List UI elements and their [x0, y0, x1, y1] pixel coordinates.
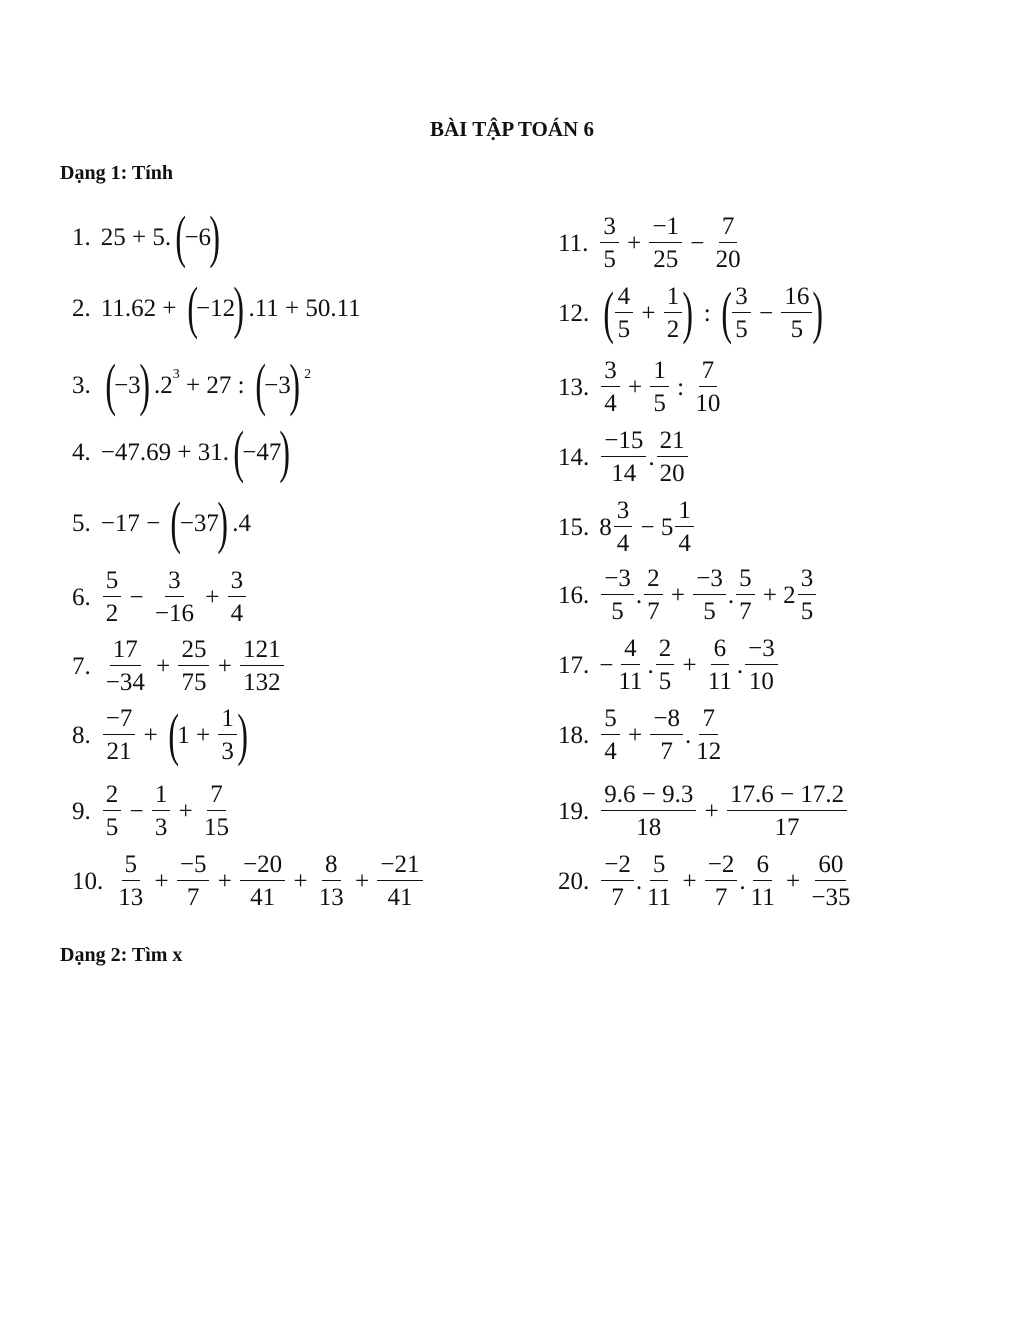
denominator: 25 — [653, 246, 679, 273]
expr-text: −17 − — [100, 509, 167, 537]
problem-expression — [101, 701, 252, 767]
numerator: 7 — [719, 214, 738, 243]
expr-text: + — [676, 651, 703, 679]
problem-number: 19. — [558, 797, 590, 825]
denominator: 7 — [647, 598, 660, 625]
fraction — [656, 636, 675, 694]
fraction — [177, 852, 210, 910]
numerator: −1 — [649, 214, 682, 243]
problem-number: 6. — [72, 583, 91, 611]
numerator: 3 — [228, 568, 247, 597]
numerator: 25 — [178, 637, 209, 666]
denominator: 10 — [748, 668, 774, 695]
expr-text: + — [211, 867, 239, 895]
left-paren: ( — [170, 490, 182, 555]
fraction — [103, 782, 122, 840]
problem-expression — [113, 852, 424, 910]
right-paren: ) — [139, 352, 150, 417]
denominator: 11 — [750, 884, 775, 911]
problem-number: 8. — [72, 721, 91, 749]
denominator: 12 — [696, 738, 722, 765]
fraction — [152, 782, 171, 840]
numerator: 8 — [322, 852, 341, 881]
left-paren: ( — [168, 701, 179, 767]
numerator: 17.6 − 17.2 — [727, 782, 847, 811]
expr-text: + — [149, 652, 177, 680]
left-paren: ( — [233, 419, 244, 484]
expr-text: + — [620, 229, 648, 257]
expr-text: : — [670, 373, 691, 401]
fraction — [732, 284, 751, 342]
numerator: −3 — [693, 566, 726, 595]
fraction — [649, 214, 682, 272]
problem-expression — [599, 428, 689, 486]
problem-expression — [599, 279, 827, 345]
expr-text: −47 — [242, 438, 282, 466]
fraction — [152, 568, 197, 626]
numerator: 5 — [122, 852, 141, 881]
fraction — [748, 852, 778, 910]
expr-text: + — [211, 652, 239, 680]
fraction — [693, 706, 724, 764]
problem-12 — [558, 279, 828, 345]
numerator: 6 — [711, 636, 730, 665]
denominator: 7 — [714, 884, 728, 911]
problem-13 — [558, 358, 725, 416]
problem-number: 4. — [72, 438, 91, 466]
problem-expression — [599, 706, 726, 764]
fraction — [644, 852, 674, 910]
denominator: 7 — [660, 738, 673, 765]
denominator: 11 — [647, 884, 672, 911]
fraction — [601, 852, 634, 910]
expr-text: 1 + — [177, 721, 217, 749]
fraction — [705, 852, 738, 910]
denominator: 7 — [611, 884, 624, 911]
problem-19 — [558, 782, 849, 840]
fraction — [675, 498, 694, 556]
denominator: 10 — [695, 390, 721, 417]
problem-number: 10. — [72, 867, 104, 895]
numerator: −2 — [705, 852, 738, 881]
fraction — [614, 498, 633, 556]
numerator: 3 — [601, 358, 620, 387]
expr-text: + 2 — [756, 581, 796, 609]
fraction — [103, 637, 148, 695]
problem-14 — [558, 428, 690, 486]
denominator: 5 — [735, 316, 748, 343]
problem-expression — [101, 782, 234, 840]
expr-text: + — [198, 583, 226, 611]
denominator: 5 — [653, 390, 666, 417]
expr-text: − — [599, 651, 614, 679]
fraction — [615, 636, 645, 694]
numerator: 2 — [103, 782, 122, 811]
denominator: 5 — [658, 668, 672, 695]
right-paren: ) — [812, 279, 824, 345]
expr-text: .11 + 50.11 — [248, 294, 361, 322]
denominator: 20 — [659, 460, 685, 487]
numerator: −2 — [601, 852, 634, 881]
denominator: 4 — [230, 600, 244, 627]
problem-expression — [599, 498, 696, 556]
problem-8 — [72, 701, 252, 767]
numerator: 1 — [152, 782, 171, 811]
left-paren: ( — [255, 352, 266, 417]
problem-11 — [558, 214, 746, 272]
denominator: 18 — [636, 814, 662, 841]
problem-number: 2. — [72, 294, 91, 322]
denominator: 41 — [250, 884, 276, 911]
expr-text: 25 + 5. — [100, 223, 172, 251]
problem-expression — [100, 204, 225, 269]
problem-number: 7. — [72, 652, 91, 680]
fraction — [240, 637, 284, 695]
fraction — [115, 852, 146, 910]
fraction — [781, 284, 812, 342]
fraction — [228, 568, 247, 626]
problem-number: 3. — [72, 371, 91, 399]
fraction — [650, 706, 683, 764]
problem-expression — [599, 852, 855, 910]
fraction — [316, 852, 347, 910]
fraction — [615, 284, 634, 342]
problem-number: 13. — [558, 373, 590, 401]
denominator: 4 — [616, 530, 630, 557]
fraction — [693, 566, 726, 624]
expr-text: −37 — [179, 509, 219, 537]
expr-text: + — [172, 797, 199, 825]
problem-number: 18. — [558, 721, 590, 749]
problem-number: 12. — [558, 299, 590, 327]
numerator: 5 — [601, 706, 620, 735]
denominator: 4 — [678, 530, 691, 557]
problem-2 — [72, 275, 361, 340]
problem-number: 15. — [558, 513, 590, 541]
expr-text: − 5 — [634, 513, 674, 541]
exponent: 2 — [304, 367, 312, 383]
numerator: 17 — [110, 637, 141, 666]
numerator: −3 — [745, 636, 778, 665]
problem-5 — [72, 490, 251, 555]
problem-18 — [558, 706, 726, 764]
numerator: 7 — [699, 358, 718, 387]
expr-text: + — [348, 867, 376, 895]
expr-text: − — [684, 229, 711, 257]
left-paren: ( — [175, 204, 187, 269]
expr-text: + — [676, 867, 703, 895]
problem-expression — [599, 358, 725, 416]
denominator: −16 — [154, 600, 194, 627]
expr-text: + 27 : — [179, 371, 251, 399]
numerator: −8 — [650, 706, 683, 735]
expr-text: − — [123, 797, 150, 825]
problem-6 — [72, 568, 248, 626]
problem-expression — [100, 490, 251, 555]
fraction — [178, 637, 209, 695]
numerator: −5 — [177, 852, 210, 881]
denominator: 11 — [618, 668, 643, 695]
expr-text: .4 — [232, 509, 251, 537]
exponent: 3 — [172, 367, 180, 383]
numerator: 4 — [615, 284, 634, 313]
problem-16 — [558, 566, 818, 624]
problem-expression — [101, 352, 312, 417]
right-paren: ) — [682, 279, 694, 345]
numerator: 1 — [218, 706, 237, 735]
right-paren: ) — [237, 701, 248, 767]
problem-17 — [558, 636, 780, 694]
fraction — [240, 852, 285, 910]
problem-10 — [72, 852, 425, 910]
numerator: 3 — [600, 214, 619, 243]
fraction — [218, 706, 237, 764]
problem-expression — [101, 637, 286, 695]
numerator: 6 — [753, 852, 772, 881]
denominator: 4 — [604, 390, 617, 417]
numerator: −3 — [601, 566, 634, 595]
denominator: 5 — [105, 814, 119, 841]
numerator: 7 — [699, 706, 718, 735]
section-heading-1: Dạng 1: Tính — [60, 162, 174, 184]
expr-text: + — [287, 867, 314, 895]
fraction — [601, 566, 634, 624]
problem-3 — [72, 352, 312, 417]
fraction — [713, 214, 744, 272]
problem-number: 17. — [558, 651, 590, 679]
right-paren: ) — [279, 419, 291, 484]
numerator: 4 — [621, 636, 640, 665]
denominator: 5 — [703, 598, 716, 625]
problem-number: 11. — [558, 229, 589, 257]
denominator: 13 — [318, 884, 344, 911]
numerator: 5 — [650, 852, 669, 881]
numerator: 7 — [207, 782, 226, 811]
left-paren: ( — [105, 352, 116, 417]
fraction — [705, 636, 735, 694]
right-paren: ) — [289, 352, 300, 417]
problem-expression — [598, 214, 745, 272]
denominator: 5 — [617, 316, 631, 343]
expr-text: . — [647, 651, 654, 679]
expr-text: + — [621, 721, 649, 749]
problem-4 — [72, 419, 295, 484]
numerator: −7 — [103, 706, 136, 735]
denominator: 4 — [604, 738, 617, 765]
expr-text: + — [698, 797, 725, 825]
problem-number: 5. — [72, 509, 91, 537]
expr-text: 8 — [599, 513, 612, 541]
problem-expression — [599, 782, 849, 840]
problem-number: 16. — [558, 581, 590, 609]
fraction — [727, 782, 847, 840]
problem-expression — [100, 419, 295, 484]
problem-15 — [558, 498, 696, 556]
left-paren: ( — [603, 279, 615, 345]
problem-20 — [558, 852, 855, 910]
fraction — [601, 358, 620, 416]
expr-text: . — [635, 581, 643, 609]
expr-text: .2 — [154, 371, 173, 399]
numerator: 60 — [815, 852, 846, 881]
expr-text: + — [635, 299, 662, 327]
denominator: 15 — [203, 814, 229, 841]
expr-text: . — [635, 867, 643, 895]
fraction — [377, 852, 422, 910]
expr-text: . — [648, 443, 655, 471]
expr-text: + — [779, 867, 807, 895]
fraction — [600, 214, 619, 272]
fraction — [808, 852, 853, 910]
problem-number: 1. — [72, 223, 91, 251]
problem-1 — [72, 204, 224, 269]
expr-text: . — [684, 721, 692, 749]
section-heading-2: Dạng 2: Tìm x — [60, 944, 183, 966]
numerator: 2 — [644, 566, 663, 595]
numerator: 3 — [798, 566, 817, 595]
fraction — [664, 284, 683, 342]
numerator: 1 — [664, 284, 683, 313]
problem-expression — [599, 636, 779, 694]
numerator: 1 — [650, 358, 669, 387]
numerator: 1 — [675, 498, 694, 527]
denominator: 5 — [603, 246, 616, 273]
numerator: 9.6 − 9.3 — [601, 782, 696, 811]
fraction — [657, 428, 688, 486]
fraction — [601, 428, 646, 486]
fraction — [650, 358, 669, 416]
page-title: BÀI TẬP TOÁN 6 — [430, 117, 594, 141]
problem-7 — [72, 637, 286, 695]
problem-9 — [72, 782, 234, 840]
expr-text: −3 — [114, 371, 141, 399]
expr-text: −3 — [264, 371, 291, 399]
fraction — [103, 706, 136, 764]
expr-text: − — [752, 299, 780, 327]
fraction — [736, 566, 755, 624]
fraction — [692, 358, 723, 416]
left-paren: ( — [721, 279, 732, 345]
right-paren: ) — [217, 490, 228, 555]
denominator: 21 — [106, 738, 132, 765]
denominator: 7 — [186, 884, 200, 911]
problem-expression — [599, 566, 818, 624]
expr-text: 11.62 + — [100, 294, 183, 322]
denominator: 14 — [611, 460, 637, 487]
denominator: 5 — [611, 598, 624, 625]
expr-text: −6 — [184, 223, 212, 251]
expr-text: + — [664, 581, 692, 609]
right-paren: ) — [209, 204, 221, 269]
problem-expression — [100, 275, 361, 340]
fraction — [601, 706, 620, 764]
problem-number: 9. — [72, 797, 91, 825]
fraction — [601, 782, 696, 840]
denominator: 20 — [715, 246, 741, 273]
denominator: 2 — [105, 600, 119, 627]
expr-text: . — [727, 581, 735, 609]
denominator: 13 — [118, 884, 144, 911]
denominator: 41 — [387, 884, 413, 911]
numerator: −15 — [601, 428, 646, 457]
denominator: 5 — [790, 316, 804, 343]
denominator: 7 — [739, 598, 752, 625]
numerator: 3 — [165, 568, 184, 597]
fraction — [798, 566, 817, 624]
denominator: 11 — [707, 668, 732, 695]
expr-text: . — [739, 867, 746, 895]
expr-text: : — [697, 299, 717, 327]
problem-number: 20. — [558, 867, 590, 895]
expr-text: −47.69 + 31. — [100, 438, 229, 466]
denominator: 3 — [154, 814, 168, 841]
numerator: 121 — [240, 637, 284, 666]
denominator: −34 — [105, 669, 145, 696]
denominator: 5 — [800, 598, 814, 625]
fraction — [644, 566, 663, 624]
fraction — [103, 568, 122, 626]
numerator: 3 — [732, 284, 751, 313]
problem-expression — [101, 568, 248, 626]
expr-text: + — [621, 373, 649, 401]
expr-text: + — [137, 721, 164, 749]
numerator: 3 — [614, 498, 633, 527]
numerator: 5 — [736, 566, 755, 595]
denominator: 3 — [221, 738, 234, 765]
denominator: 132 — [243, 669, 281, 696]
fraction — [745, 636, 778, 694]
expr-text: −12 — [196, 294, 236, 322]
numerator: 21 — [657, 428, 688, 457]
right-paren: ) — [233, 275, 245, 340]
denominator: 17 — [774, 814, 800, 841]
denominator: 75 — [181, 669, 207, 696]
numerator: 5 — [103, 568, 122, 597]
fraction — [201, 782, 232, 840]
left-paren: ( — [187, 275, 198, 340]
denominator: 2 — [666, 316, 680, 343]
numerator: −20 — [240, 852, 285, 881]
numerator: 16 — [781, 284, 812, 313]
denominator: −35 — [811, 884, 851, 911]
numerator: −21 — [377, 852, 422, 881]
expr-text: . — [736, 651, 744, 679]
problem-number: 14. — [558, 443, 590, 471]
expr-text: − — [123, 583, 150, 611]
expr-text: + — [148, 867, 175, 895]
numerator: 2 — [656, 636, 675, 665]
